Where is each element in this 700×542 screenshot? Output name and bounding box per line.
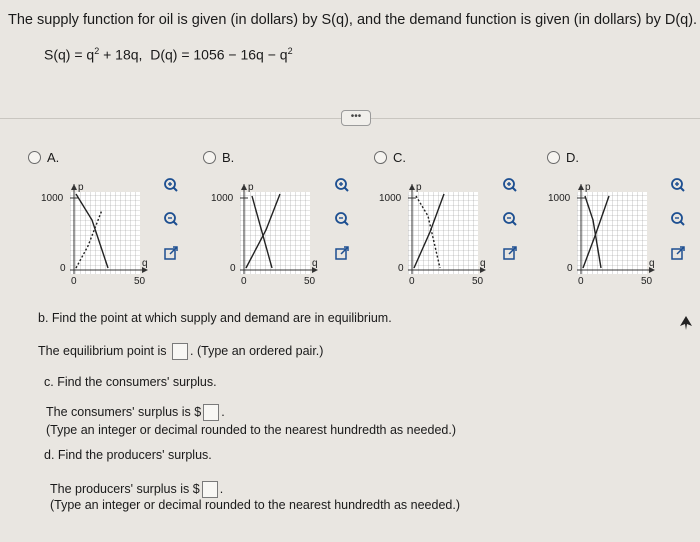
more-button[interactable]: ••• [341,110,371,126]
part-c-answer-prefix: The consumers' surplus is $ [46,404,202,419]
axis-y-1000: 1000 [41,193,64,204]
part-c-answer-suffix: . [221,404,225,419]
radio-b[interactable] [203,151,216,164]
axis-p-label: p [416,182,422,193]
part-c-hint: (Type an integer or decimal rounded to the nearest hundredth as needed.) [46,423,456,437]
external-link-icon[interactable] [333,244,351,262]
zoom-out-icon[interactable] [333,210,351,228]
axis-x-0: 0 [578,276,584,287]
axis-x-50: 50 [641,276,653,287]
external-link-icon[interactable] [501,244,519,262]
option-b[interactable] [203,150,234,165]
part-c-prompt: c. Find the consumers' surplus. [44,375,217,389]
graph-c [368,180,498,290]
supply-exponent: 2 [94,46,100,56]
option-d[interactable] [547,150,579,165]
zoom-in-icon[interactable] [162,176,180,194]
zoom-out-icon[interactable] [501,210,519,228]
axis-p-label: p [78,182,84,193]
axis-y-1000: 1000 [379,193,402,204]
axis-q-label: q [142,258,148,269]
graph-a [30,180,160,290]
supply-formula-rest: + 18q, [99,46,143,63]
axis-x-50: 50 [304,276,316,287]
part-b-answer-prefix: The equilibrium point is [38,343,167,358]
supply-formula-lhs: S(q) = q [44,46,95,63]
part-d-answer-line [50,481,223,498]
demand-exponent: 2 [287,46,293,56]
option-c-label: C. [393,150,406,165]
external-link-icon[interactable] [669,244,687,262]
zoom-in-icon[interactable] [333,176,351,194]
axis-origin-label: 0 [230,263,236,274]
option-d-tools [669,176,687,262]
zoom-out-icon[interactable] [162,210,180,228]
axis-p-label: p [248,182,254,193]
part-d-answer-suffix: . [219,481,224,496]
axis-q-label: q [480,258,486,269]
producers-surplus-input[interactable] [202,481,218,498]
axis-p-label: p [585,182,591,193]
axis-y-1000: 1000 [211,193,234,204]
part-b-answer-suffix: . (Type an ordered pair.) [190,343,324,358]
axis-x-50: 50 [134,276,146,287]
part-d-prompt: d. Find the producers' surplus. [44,448,212,462]
axis-x-0: 0 [241,276,247,287]
zoom-out-icon[interactable] [669,210,687,228]
radio-d[interactable] [547,151,560,164]
zoom-in-icon[interactable] [501,176,519,194]
part-d-hint: (Type an integer or decimal rounded to the nearest hundredth as needed.) [50,498,460,512]
option-d-label: D. [566,150,579,165]
axis-origin-label: 0 [567,263,573,274]
demand-formula: D(q) = 1056 − 16q − q [150,46,288,63]
option-b-tools [333,176,351,262]
external-link-icon[interactable] [162,244,180,262]
option-a-label: A. [47,150,60,165]
equilibrium-point-input[interactable] [172,343,188,360]
part-c-answer-line [46,404,225,421]
part-b-answer-line [38,343,323,360]
radio-c[interactable] [374,151,387,164]
axis-y-1000: 1000 [548,193,571,204]
formula [44,46,293,63]
option-c-tools [501,176,519,262]
axis-q-label: q [649,258,655,269]
graph-b [200,180,330,290]
axis-origin-label: 0 [398,263,404,274]
axis-x-0: 0 [71,276,77,287]
part-d-answer-prefix: The producers' surplus is $ [50,481,200,496]
axis-q-label: q [312,258,318,269]
axis-x-50: 50 [472,276,484,287]
part-b-prompt: b. Find the point at which supply and demand are in equilibrium. [38,311,392,325]
consumers-surplus-input[interactable] [203,404,219,421]
option-b-label: B. [222,150,235,165]
radio-a[interactable] [28,151,41,164]
zoom-in-icon[interactable] [669,176,687,194]
option-a-tools [162,176,180,262]
option-a[interactable] [28,150,59,165]
graph-d [537,180,667,290]
option-c[interactable] [374,150,406,165]
mouse-cursor-icon [680,316,692,330]
axis-x-0: 0 [409,276,415,287]
axis-origin-label: 0 [60,263,66,274]
question-text: The supply function for oil is given (in dollars) by S(q), and the demand function is given (in dollars) by D(q). [8,12,698,28]
